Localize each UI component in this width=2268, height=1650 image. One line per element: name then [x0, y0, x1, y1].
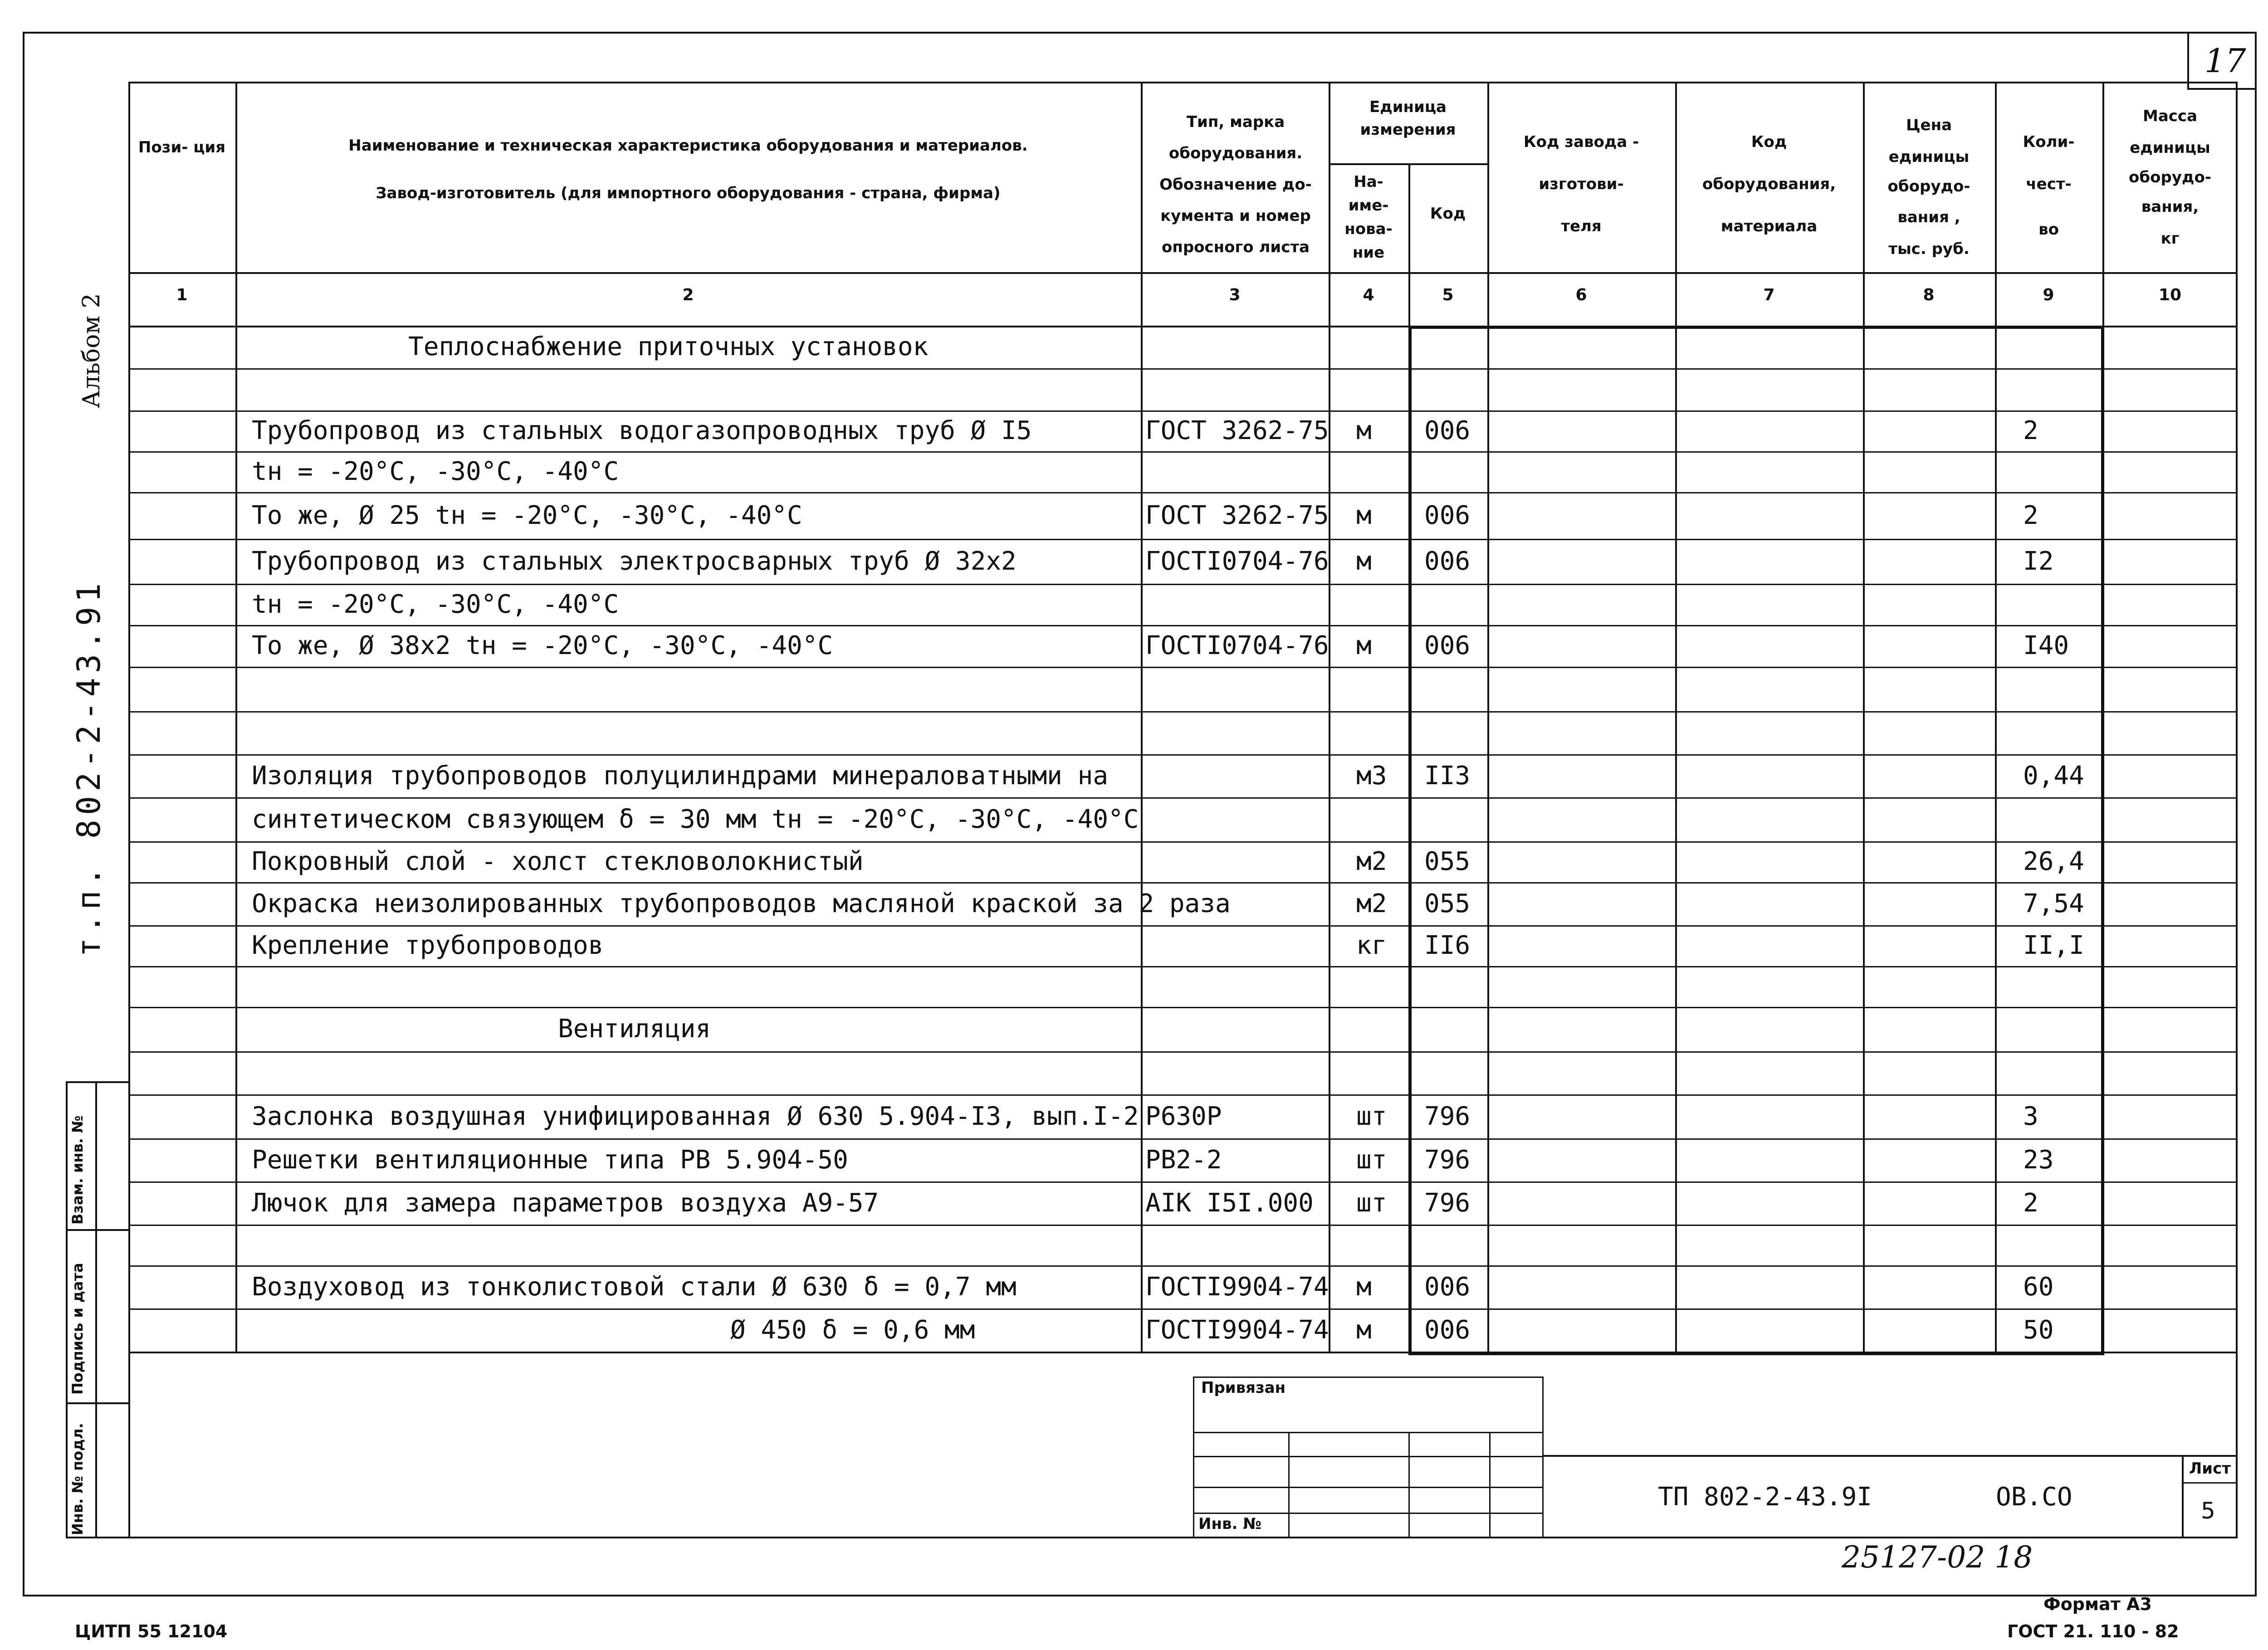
- hdr-position: Пози- ция: [138, 138, 226, 156]
- row-qty: 23: [2023, 1145, 2054, 1175]
- hdr-mass-1: единицы: [2130, 139, 2210, 157]
- stamp-label-signature: Подпись и дата: [69, 1263, 86, 1395]
- row-name: Ø 450 δ = 0,6 мм: [730, 1315, 975, 1345]
- hdr-unit-code: Код: [1430, 205, 1466, 223]
- row-rule: [128, 1225, 2238, 1226]
- stamp-label-inventory: Инв. № подл.: [69, 1423, 86, 1535]
- row-name: То же, Ø 25 tн = -20°C, -30°C, -40°C: [252, 500, 802, 530]
- row-name: tн = -20°C, -30°C, -40°C: [252, 457, 619, 486]
- hdr-unit-name-1: име-: [1348, 196, 1389, 215]
- row-name: Трубопровод из стальных электросварных труб Ø 32х2: [252, 546, 1017, 576]
- row-rule: [128, 841, 2238, 843]
- album-label: Альбом 2: [78, 293, 105, 408]
- hdr-unit-group-0: Единица: [1369, 98, 1447, 116]
- row-unit: м3: [1356, 761, 1387, 791]
- colnum-3: 3: [1229, 286, 1241, 304]
- stamp-rule-2: [66, 1402, 130, 1404]
- row-qty: 7,54: [2023, 888, 2084, 918]
- row-rule: [128, 492, 2238, 493]
- hdr-price-4: тыс. руб.: [1888, 240, 1970, 258]
- row-qty: 26,4: [2023, 847, 2084, 876]
- row-rule: [128, 451, 2238, 453]
- sheet-box-rule: [2182, 1482, 2238, 1484]
- row-name: Крепление трубопроводов: [252, 931, 604, 960]
- hdr-price-2: оборудо-: [1887, 177, 1970, 195]
- row-unit: м: [1356, 631, 1372, 660]
- doc-code: ТП 802-2-43.9I: [1658, 1482, 1872, 1512]
- row-code: 055: [1424, 847, 1471, 876]
- row-unit: шт: [1356, 1101, 1387, 1131]
- colnum-7: 7: [1763, 286, 1775, 304]
- stamp-rule-1: [66, 1229, 130, 1231]
- row-unit: шт: [1356, 1145, 1387, 1175]
- row-code: 796: [1424, 1101, 1471, 1131]
- linked-rule-4: [1193, 1513, 1544, 1514]
- linked-col-2: [1408, 1432, 1410, 1538]
- row-name: tн = -20°C, -30°C, -40°C: [252, 589, 619, 619]
- colnum-4: 4: [1363, 286, 1374, 304]
- row-unit: кг: [1356, 931, 1387, 960]
- row-qty: 2: [2023, 416, 2038, 445]
- row-name: То же, Ø 38х2 tн = -20°C, -30°C, -40°C: [252, 631, 833, 660]
- row-rule: [128, 925, 2238, 927]
- row-qty: I2: [2023, 546, 2054, 576]
- hdr-price-1: единицы: [1888, 148, 1970, 166]
- linked-col-1: [1288, 1432, 1290, 1538]
- row-doc: ГОСТ 3262-75: [1145, 500, 1329, 530]
- row-code: II3: [1424, 761, 1471, 791]
- row-rule: [128, 1007, 2238, 1008]
- row-qty: 0,44: [2023, 761, 2084, 791]
- unit-group-rule: [1329, 163, 1487, 165]
- row-unit: м: [1356, 416, 1372, 445]
- sheet-number: 5: [2201, 1498, 2215, 1524]
- colnum-8: 8: [1923, 286, 1935, 304]
- row-rule: [128, 584, 2238, 585]
- row-rule: [128, 882, 2238, 884]
- row-code: 796: [1424, 1145, 1471, 1175]
- row-name: Заслонка воздушная унифицированная Ø 630 5.904-I3, вып.I-2: [252, 1101, 1139, 1131]
- row-doc: Р630Р: [1145, 1101, 1222, 1131]
- footer-standard: ГОСТ 21. 110 - 82: [2007, 1621, 2179, 1641]
- row-rule: [128, 1265, 2238, 1267]
- inv-label: Инв. №: [1198, 1515, 1262, 1533]
- row-rule: [128, 1138, 2238, 1140]
- row-code: 006: [1424, 1315, 1471, 1345]
- row-doc: ГОСТI0704-76: [1145, 631, 1329, 660]
- hdr-unit-name-0: На-: [1354, 173, 1383, 191]
- row-qty: 2: [2023, 1188, 2038, 1218]
- hdr-name-line1: Наименование и техническая характеристика оборудования и материалов.: [348, 137, 1028, 155]
- hdr-type-1: оборудования.: [1168, 144, 1303, 162]
- row-code: 006: [1424, 546, 1471, 576]
- table-body-end: [128, 1352, 2238, 1353]
- hdr-factory-2: теля: [1561, 217, 1602, 235]
- row-name: Окраска неизолированных трубопроводов масляной краской за 2 раза: [252, 888, 1231, 918]
- hdr-type-2: Обозначение до-: [1159, 176, 1312, 194]
- row-rule: [128, 797, 2238, 799]
- row-name: Теплоснабжение приточных установок: [408, 332, 929, 361]
- stamp-label-replace: Взам. инв. №: [69, 1115, 86, 1225]
- hdr-factory-1: изготови-: [1539, 175, 1624, 193]
- row-doc: ГОСТI0704-76: [1145, 546, 1329, 576]
- hdr-qty-1: чест-: [2026, 175, 2072, 193]
- row-name: Вентиляция: [558, 1014, 711, 1044]
- row-unit: м2: [1356, 888, 1387, 918]
- row-rule: [128, 410, 2238, 412]
- footer-left: ЦИТП 55 12104: [75, 1621, 228, 1641]
- hdr-type-0: Тип, марка: [1186, 113, 1285, 131]
- row-doc: ГОСТI9904-74: [1145, 1315, 1329, 1345]
- row-rule: [128, 667, 2238, 668]
- col-line-2: [1141, 82, 1143, 1352]
- hdr-mass-0: Масса: [2142, 107, 2198, 125]
- row-rule: [128, 754, 2238, 756]
- linked-rule-2: [1193, 1456, 1544, 1457]
- row-rule: [128, 1051, 2238, 1053]
- row-unit: м2: [1356, 847, 1387, 876]
- linked-label: Привязан: [1201, 1379, 1286, 1397]
- row-unit: м: [1356, 500, 1372, 530]
- row-doc: АIК I5I.000: [1145, 1188, 1314, 1218]
- header-rule: [128, 272, 2238, 274]
- col-line-1: [235, 82, 237, 1352]
- row-rule: [128, 1181, 2238, 1183]
- row-rule: [128, 1308, 2238, 1310]
- row-rule: [128, 539, 2238, 540]
- hdr-equip-1: оборудования,: [1702, 175, 1836, 193]
- colnum-6: 6: [1575, 286, 1587, 304]
- row-name: Покровный слой - холст стекловолокнистый: [252, 847, 864, 876]
- stamp-strip-divider: [95, 1081, 97, 1538]
- colnum-1: 1: [176, 286, 188, 304]
- row-qty: 3: [2023, 1101, 2038, 1131]
- row-code: 006: [1424, 631, 1471, 660]
- row-rule: [128, 966, 2238, 967]
- hdr-mass-4: кг: [2160, 229, 2180, 248]
- hdr-qty-2: во: [2038, 220, 2059, 239]
- row-qty: I40: [2023, 631, 2069, 660]
- hdr-equip-2: материала: [1721, 217, 1818, 235]
- row-qty: 60: [2023, 1272, 2054, 1302]
- row-rule: [128, 711, 2238, 713]
- row-name: Трубопровод из стальных водогазопроводных труб Ø I5: [252, 416, 1032, 445]
- row-doc: РВ2-2: [1145, 1145, 1222, 1175]
- hdr-mass-3: вания,: [2141, 198, 2199, 216]
- handwritten-number: 25127-02 18: [1842, 1540, 2033, 1575]
- row-doc: ГОСТI9904-74: [1145, 1272, 1329, 1302]
- row-unit: м: [1356, 1315, 1372, 1345]
- row-name: Решетки вентиляционные типа РВ 5.904-50: [252, 1145, 848, 1175]
- row-name: Лючок для замера параметров воздуха А9-57: [252, 1188, 879, 1218]
- page-number: 17: [2204, 42, 2246, 80]
- row-name: Изоляция трубопроводов полуцилиндрами минераловатными на: [252, 761, 1109, 791]
- colnum-2: 2: [682, 286, 694, 304]
- hdr-price-0: Цена: [1906, 116, 1952, 134]
- sheet-label: Лист: [2189, 1460, 2231, 1478]
- hdr-unit-group-1: измерения: [1360, 121, 1456, 139]
- linked-box: [1193, 1377, 1544, 1538]
- row-qty: 50: [2023, 1315, 2054, 1345]
- row-rule: [128, 1094, 2238, 1096]
- colnum-9: 9: [2043, 286, 2054, 304]
- hdr-unit-name-3: ние: [1352, 244, 1385, 262]
- hdr-type-3: кумента и номер: [1160, 207, 1311, 225]
- row-doc: ГОСТ 3262-75: [1145, 416, 1329, 445]
- row-code: 006: [1424, 416, 1471, 445]
- hdr-name-line2: Завод-изготовитель (для импортного оборудования - страна, фирма): [376, 184, 1001, 202]
- colnum-5: 5: [1442, 286, 1454, 304]
- row-code: II6: [1424, 931, 1471, 960]
- bold-inner-box: [1408, 326, 2104, 1355]
- hdr-mass-2: оборудо-: [2129, 168, 2211, 186]
- row-unit: шт: [1356, 1188, 1387, 1218]
- project-code-side: т.п. 802-2-43.91: [70, 578, 108, 957]
- row-qty: 2: [2023, 500, 2038, 530]
- linked-rule-1: [1193, 1432, 1544, 1433]
- col-line-3: [1329, 82, 1330, 1352]
- hdr-factory-0: Код завода -: [1523, 133, 1639, 151]
- row-qty: II,I: [2023, 931, 2084, 960]
- row-unit: м: [1356, 1272, 1372, 1302]
- row-code: 796: [1424, 1188, 1471, 1218]
- hdr-qty-0: Коли-: [2023, 133, 2075, 151]
- hdr-unit-name-2: нова-: [1344, 220, 1393, 238]
- linked-col-3: [1489, 1432, 1491, 1538]
- hdr-type-4: опросного листа: [1161, 238, 1310, 256]
- title-rule: [1544, 1455, 2238, 1457]
- row-rule: [128, 625, 2238, 626]
- row-code: 006: [1424, 500, 1471, 530]
- row-rule: [128, 368, 2238, 370]
- row-name: Воздуховод из тонколистовой стали Ø 630 δ = 0,7 мм: [252, 1272, 1017, 1302]
- colnum-10: 10: [2158, 286, 2182, 304]
- row-name: синтетическом связующем δ = 30 мм tн = -20°C, -30°C, -40°C: [252, 804, 1139, 834]
- row-unit: м: [1356, 546, 1372, 576]
- footer-format: Формат А3: [2043, 1594, 2152, 1614]
- hdr-price-3: вания ,: [1897, 208, 1960, 226]
- hdr-equip-0: Код: [1751, 133, 1787, 151]
- linked-rule-3: [1193, 1487, 1544, 1488]
- doc-mark: ОВ.СО: [1996, 1482, 2072, 1512]
- row-code: 055: [1424, 888, 1471, 918]
- row-code: 006: [1424, 1272, 1471, 1302]
